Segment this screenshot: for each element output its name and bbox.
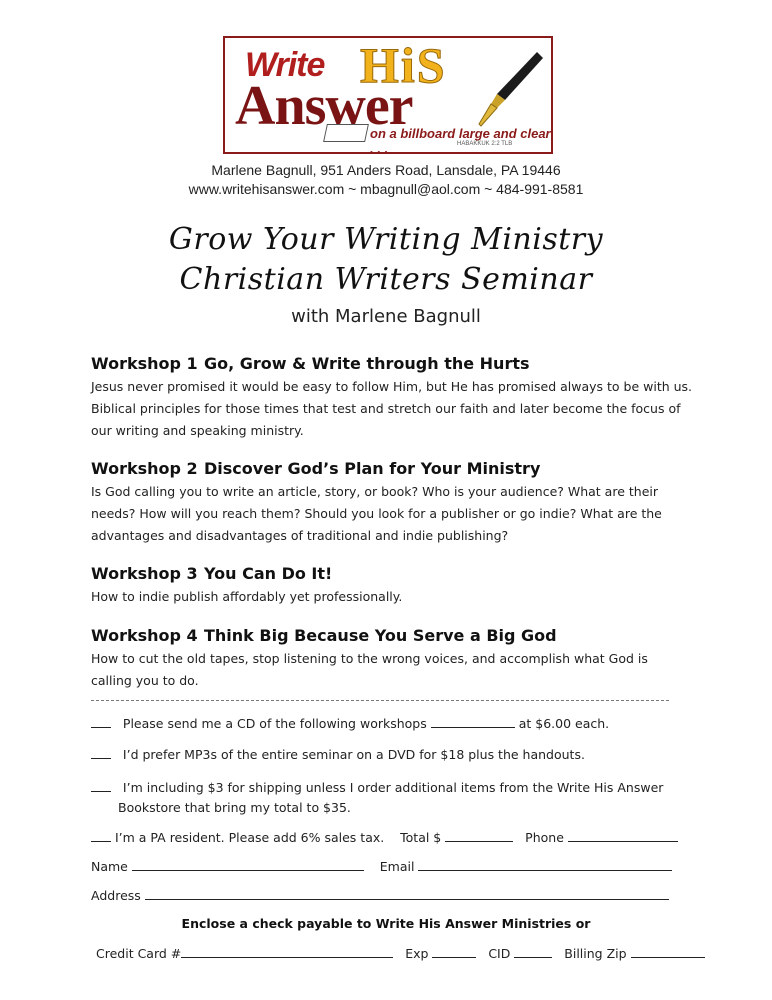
workshop-4-heading: [91, 626, 557, 645]
shipping-text-1: I’m including $3 for shipping unless I order additional items from the Write His Answer: [122, 780, 664, 795]
workshop-title: Discover God’s Plan for Your Ministry: [204, 459, 541, 478]
workshop-number: Workshop 4: [91, 626, 198, 645]
cd-order-line: [91, 715, 609, 731]
fountain-pen-icon: [475, 48, 545, 128]
total-label: Total $: [400, 830, 442, 845]
credit-card-field[interactable]: [181, 945, 393, 958]
address-line: [91, 887, 669, 903]
billing-zip-label: Billing Zip: [564, 946, 627, 961]
workshop-number: Workshop 1: [91, 354, 198, 373]
workshop-number: Workshop 3: [91, 564, 198, 583]
credit-card-label: Credit Card #: [96, 946, 182, 961]
mp3-order-text: I’d prefer MP3s of the entire seminar on a DVD for $18 plus the handouts.: [122, 747, 585, 762]
phone-label: Phone: [525, 830, 564, 845]
workshop-title: You Can Do It!: [204, 564, 333, 583]
name-email-line: [91, 858, 672, 874]
workshop-3-heading: [91, 564, 332, 583]
cd-price-text: at $6.00 each.: [518, 716, 610, 731]
workshop-1-desc-line: our writing and speaking ministry.: [91, 423, 304, 438]
workshop-2-heading: [91, 459, 540, 478]
pa-resident-check-blank[interactable]: [91, 829, 111, 842]
title-line-1: Grow Your Writing Ministry: [168, 222, 604, 257]
credit-card-line: [96, 945, 705, 961]
logo-tagline: on a billboard large and clear . . .: [370, 126, 551, 156]
subtitle: with Marlene Bagnull: [291, 306, 481, 327]
cut-line-divider: [91, 700, 669, 701]
workshop-2-desc-line: needs? How will you reach them? Should you look for a publisher or go indie? What are the: [91, 506, 662, 521]
phone-field[interactable]: [568, 829, 678, 842]
billboard-icon: [323, 124, 369, 142]
workshop-1-desc-line: Jesus never promised it would be easy to follow Him, but He has promised always to be with us.: [91, 379, 693, 394]
shipping-line: [91, 779, 663, 795]
contact-web-email-phone: www.writehisanswer.com ~ mbagnull@aol.com ~ 484-991-8581: [188, 181, 584, 197]
title-line-2: Christian Writers Seminar: [179, 262, 593, 297]
exp-label: Exp: [405, 946, 429, 961]
workshop-4-desc-line: calling you to do.: [91, 673, 199, 688]
cid-label: CID: [488, 946, 511, 961]
workshop-3-desc-line: How to indie publish affordably yet professionally.: [91, 589, 403, 604]
workshop-2-desc-line: advantages and disadvantages of traditional and indie publishing?: [91, 528, 509, 543]
exp-field[interactable]: [432, 945, 476, 958]
email-field[interactable]: [418, 858, 672, 871]
workshop-1-heading: [91, 354, 530, 373]
name-label: Name: [91, 859, 128, 874]
contact-address: Marlene Bagnull, 951 Anders Road, Lansdale, PA 19446: [211, 162, 561, 178]
workshop-title: Think Big Because You Serve a Big God: [204, 626, 557, 645]
email-label: Email: [379, 859, 415, 874]
logo-word-his: HiS: [360, 37, 447, 93]
workshop-2-desc-line: Is God calling you to write an article, story, or book? Who is your audience? What are their: [91, 484, 658, 499]
cid-field[interactable]: [514, 945, 552, 958]
address-field[interactable]: [145, 887, 669, 900]
workshop-number: Workshop 2: [91, 459, 198, 478]
shipping-text-2: Bookstore that bring my total to $35.: [118, 800, 351, 815]
logo-word-write: Write: [245, 46, 325, 84]
write-his-answer-logo: [223, 36, 553, 154]
workshop-4-desc-line: How to cut the old tapes, stop listening to the wrong voices, and accomplish what God is: [91, 651, 648, 666]
name-field[interactable]: [132, 858, 364, 871]
mp3-check-blank[interactable]: [91, 746, 111, 759]
billing-zip-field[interactable]: [631, 945, 705, 958]
enclose-check-text: Enclose a check payable to Write His Answer Ministries or: [181, 916, 591, 931]
cd-order-text: Please send me a CD of the following workshops: [122, 716, 427, 731]
logo-scripture-reference: HABAKKUK 2:2 TLB: [457, 141, 513, 147]
mp3-order-line: [91, 746, 585, 762]
shipping-check-blank[interactable]: [91, 779, 111, 792]
pa-resident-text: I’m a PA resident. Please add 6% sales tax.: [114, 830, 385, 845]
cd-check-blank[interactable]: [91, 715, 111, 728]
total-field[interactable]: [445, 829, 513, 842]
workshop-1-desc-line: Biblical principles for those times that test and stretch our faith and later become the focus of: [91, 401, 681, 416]
address-label: Address: [91, 888, 141, 903]
cd-workshops-blank[interactable]: [431, 715, 515, 728]
workshop-title: Go, Grow & Write through the Hurts: [204, 354, 530, 373]
tax-total-phone-line: [91, 829, 678, 845]
logo-word-answer: Answer: [235, 75, 413, 137]
